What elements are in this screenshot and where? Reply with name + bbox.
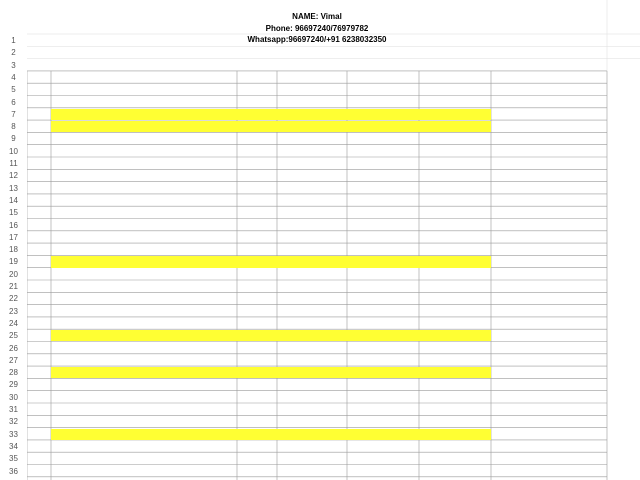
row-number: 28 bbox=[0, 367, 27, 379]
row-number: 33 bbox=[0, 429, 27, 441]
row-number: 29 bbox=[0, 379, 27, 391]
row-number: 9 bbox=[0, 133, 27, 145]
row-number: 31 bbox=[0, 404, 27, 416]
cell-grid bbox=[27, 0, 640, 480]
highlight-band bbox=[51, 256, 491, 267]
row-number: 12 bbox=[0, 170, 27, 182]
row-number: 24 bbox=[0, 318, 27, 330]
row-number: 20 bbox=[0, 269, 27, 281]
whatsapp-label[interactable]: Whatsapp:96697240/+91 6238032350 bbox=[247, 35, 387, 44]
highlight-band bbox=[51, 109, 491, 120]
row-number: 34 bbox=[0, 441, 27, 453]
row-number: 4 bbox=[0, 72, 27, 84]
row-number: 32 bbox=[0, 416, 27, 428]
row-number: 8 bbox=[0, 121, 27, 133]
row-number: 6 bbox=[0, 97, 27, 109]
row-number: 1 bbox=[0, 35, 27, 47]
row-number: 3 bbox=[0, 60, 27, 72]
row-number: 36 bbox=[0, 466, 27, 478]
row-number: 7 bbox=[0, 109, 27, 121]
highlight-band bbox=[51, 121, 491, 132]
highlight-band bbox=[51, 429, 491, 440]
row-number: 11 bbox=[0, 158, 27, 170]
phone-label[interactable]: Phone: 96697240/76979782 bbox=[265, 24, 369, 33]
row-number: 2 bbox=[0, 47, 27, 59]
row-number: 16 bbox=[0, 220, 27, 232]
row-number: 19 bbox=[0, 256, 27, 268]
highlight-band bbox=[51, 367, 491, 378]
row-number: 21 bbox=[0, 281, 27, 293]
name-label[interactable]: NAME: Vimal bbox=[292, 12, 342, 21]
row-number: 35 bbox=[0, 453, 27, 465]
highlight-band bbox=[51, 330, 491, 341]
row-number: 18 bbox=[0, 244, 27, 256]
row-number: 23 bbox=[0, 306, 27, 318]
row-number: 22 bbox=[0, 293, 27, 305]
row-number: 26 bbox=[0, 343, 27, 355]
row-number: 10 bbox=[0, 146, 27, 158]
row-number: 13 bbox=[0, 183, 27, 195]
row-number: 14 bbox=[0, 195, 27, 207]
row-number: 27 bbox=[0, 355, 27, 367]
row-number: 17 bbox=[0, 232, 27, 244]
row-number: 15 bbox=[0, 207, 27, 219]
row-number: 30 bbox=[0, 392, 27, 404]
row-number: 25 bbox=[0, 330, 27, 342]
row-number: 5 bbox=[0, 84, 27, 96]
